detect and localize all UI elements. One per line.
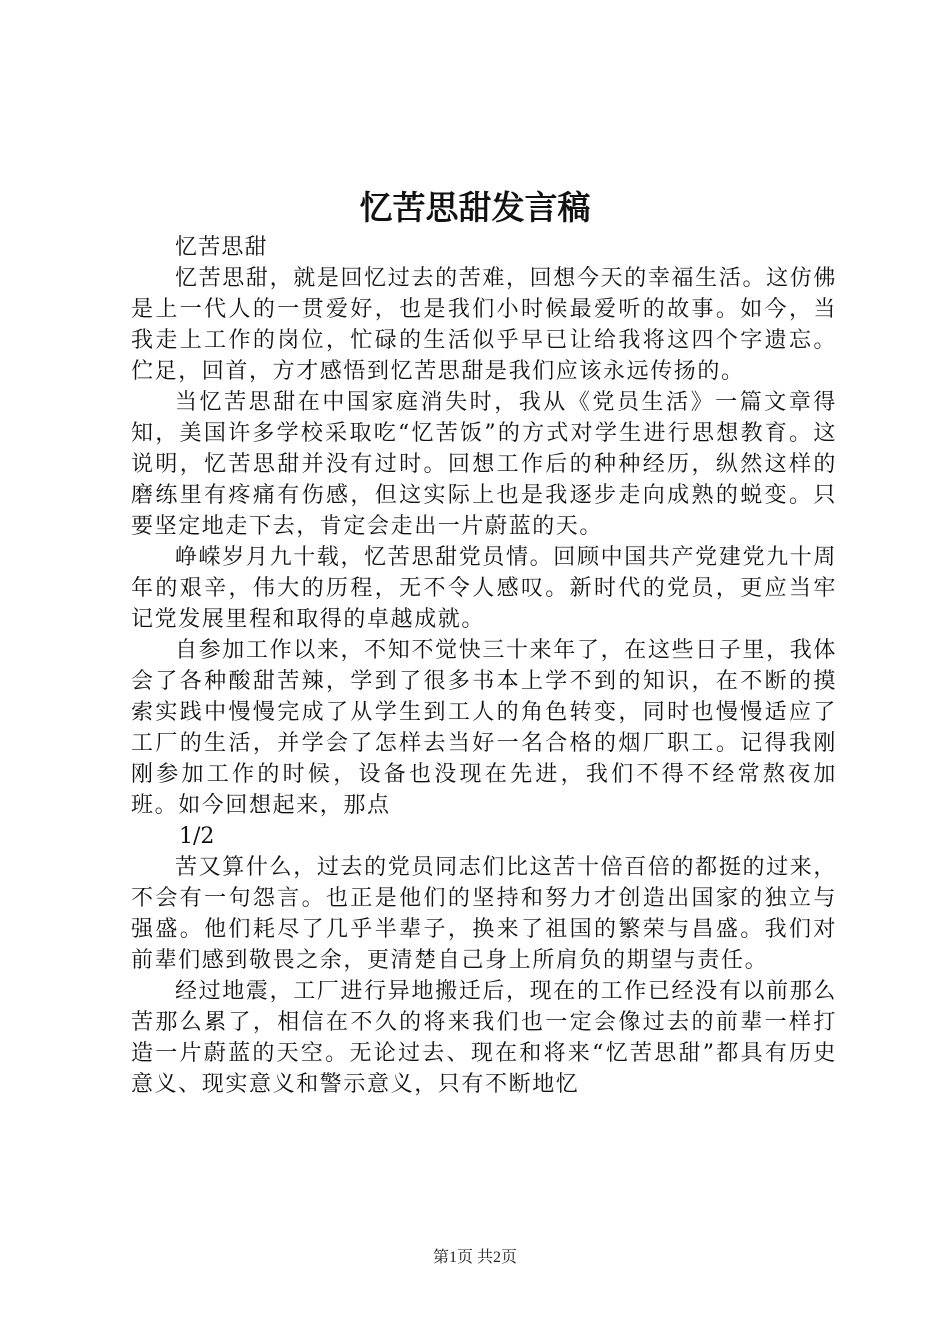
document-subtitle: 忆苦思甜 xyxy=(175,235,268,260)
paragraph: 苦又算什么，过去的党员同志们比这苦十倍百倍的都挺的过来，不会有一句怨言。也正是他们的坚持和努力才创造出国家的独立与强盛。他们耗尽了几乎半辈子，换来了祖国的繁荣与昌盛。我们对前辈们感到敬畏之余，更清楚自己身上所肩负的期望与责任。 xyxy=(131,855,837,973)
paragraph: 忆苦思甜，就是回忆过去的苦难，回想今天的幸福生活。这仿佛是上一代人的一贯爱好，也是我们小时候最爱听的故事。如今，当我走上工作的岗位，忙碌的生活似乎早已让给我将这四个字遗忘。伫足，回首，方才感悟到忆苦思甜是我们应该永远传扬的。 xyxy=(131,266,837,384)
inline-page-marker: 1/2 xyxy=(179,824,215,849)
paragraph: 经过地震，工厂进行异地搬迁后，现在的工作已经没有以前那么苦那么累了，相信在不久的将来我们也一定会像过去的前辈一样打造一片蔚蓝的天空。无论过去、现在和将来“忆苦思甜”都具有历史意义、现实意义和警示意义，只有不断地忆 xyxy=(131,979,837,1097)
page-footer: 第1页 共2页 xyxy=(432,1249,517,1266)
document-title: 忆苦思甜发言稿 xyxy=(359,188,591,227)
paragraph: 当忆苦思甜在中国家庭消失时，我从《党员生活》一篇文章得知，美国许多学校采取吃“忆苦饭”的方式对学生进行思想教育。这说明，忆苦思甜并没有过时。回想工作后的种种经历，纵然这样的磨练里有疼痛有伤感，但这实际上也是我逐步走向成熟的蜕变。只要坚定地走下去，肯定会走出一片蔚蓝的天。 xyxy=(131,390,837,539)
paragraph: 峥嵘岁月九十载，忆苦思甜党员情。回顾中国共产党建党九十周年的艰辛，伟大的历程，无不令人感叹。新时代的党员，更应当牢记党发展里程和取得的卓越成就。 xyxy=(131,545,837,632)
paragraph: 自参加工作以来，不知不觉快三十来年了，在这些日子里，我体会了各种酸甜苦辣，学到了很多书本上学不到的知识，在不断的摸索实践中慢慢完成了从学生到工人的角色转变，同时也慢慢适应了工厂的生活，并学会了怎样去当好一名合格的烟厂职工。记得我刚刚参加工作的时候，设备也没现在先进，我们不得不经常熬夜加班。如今回想起来，那点 xyxy=(131,638,837,818)
document-body xyxy=(131,232,837,1100)
